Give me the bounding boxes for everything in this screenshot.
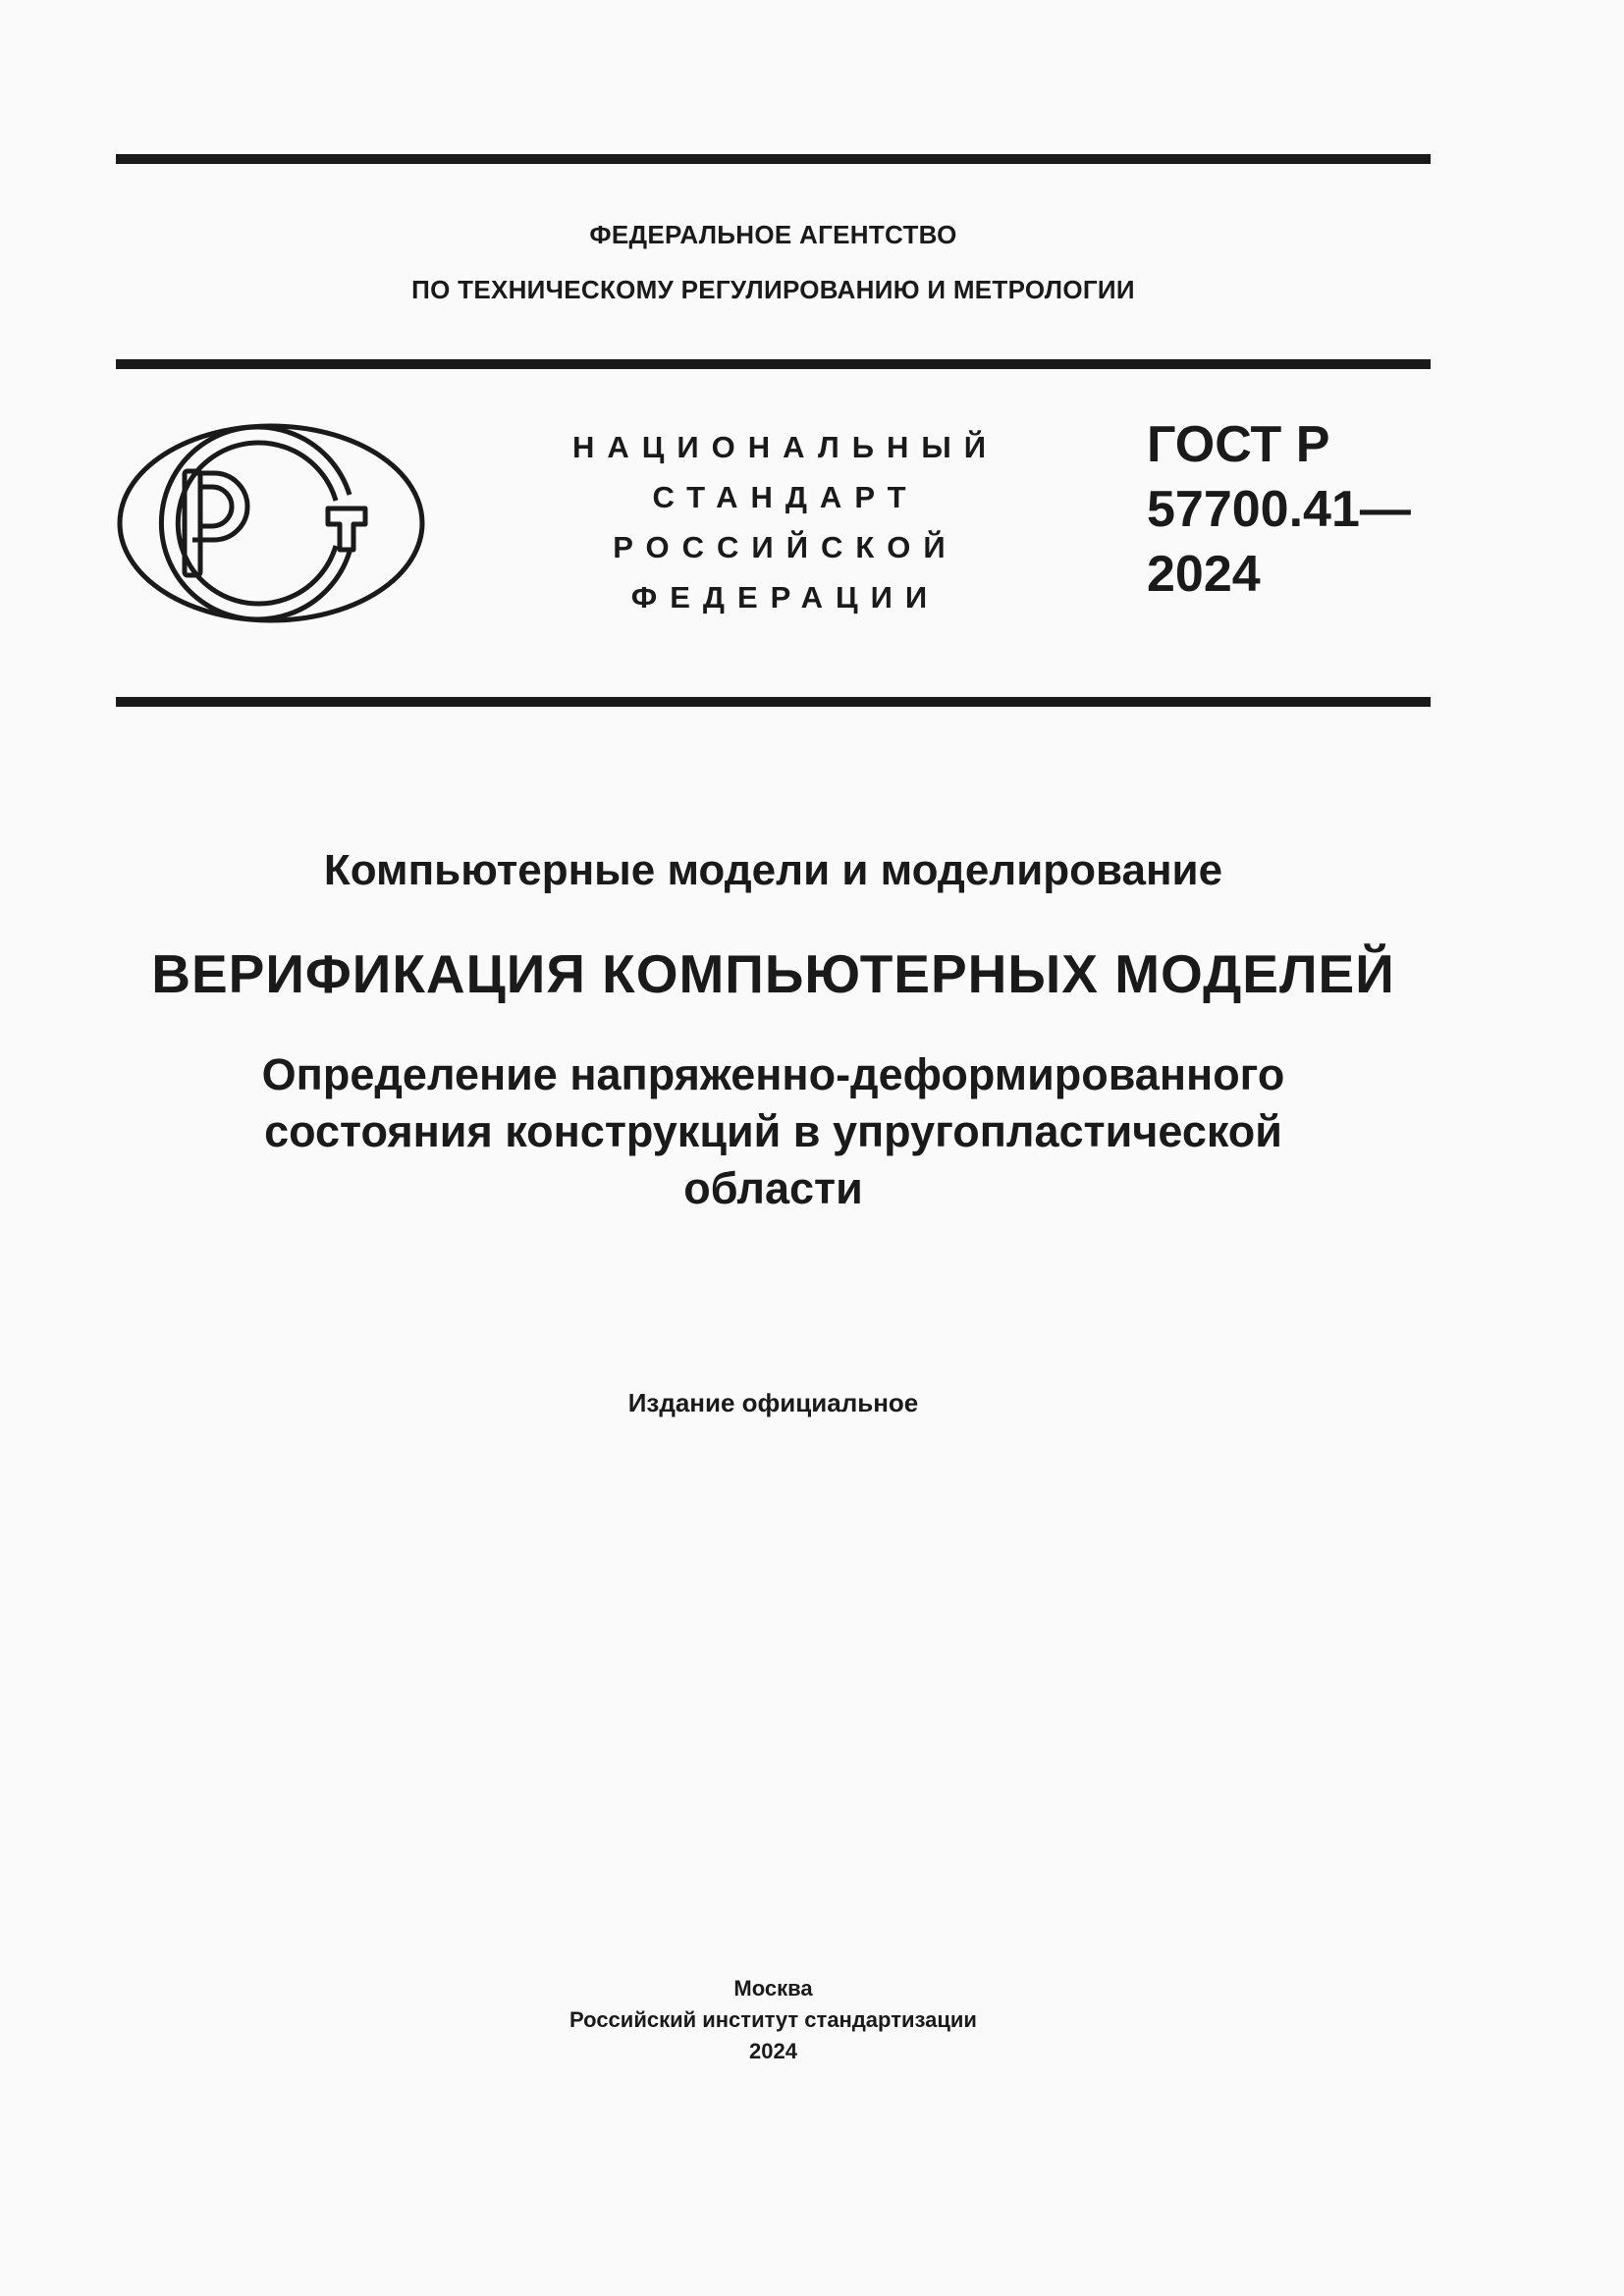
edition-note: Издание официальное bbox=[627, 1388, 919, 1417]
standard-type-line3: РОССИЙСКОЙ bbox=[613, 530, 958, 564]
rst-emblem-icon bbox=[116, 422, 426, 624]
subtitle-line2: состояния конструкций в упругопластической bbox=[264, 1106, 1282, 1156]
imprint bbox=[116, 1973, 1431, 2067]
imprint-publisher: Российский институт стандартизации bbox=[569, 2007, 977, 2032]
top-rule bbox=[116, 154, 1431, 164]
standard-type-line4: ФЕДЕРАЦИИ bbox=[630, 580, 941, 614]
standard-type bbox=[550, 422, 1021, 622]
title-rule bbox=[116, 697, 1431, 707]
agency-name-line1: ФЕДЕРАЛЬНОЕ АГЕНТСТВО bbox=[589, 220, 957, 249]
designation-line2: 57700.41— bbox=[1147, 481, 1411, 538]
standard-type-line2: СТАНДАРТ bbox=[652, 480, 919, 514]
subtitle-line1: Определение напряженно-деформированного bbox=[261, 1049, 1285, 1099]
standard-type-line1: НАЦИОНАЛЬНЫЙ bbox=[571, 430, 1000, 464]
agency-name-line2: ПО ТЕХНИЧЕСКОМУ РЕГУЛИРОВАНИЮ И МЕТРОЛОГИИ bbox=[411, 275, 1135, 304]
imprint-city: Москва bbox=[733, 1976, 813, 2001]
subtitle-line3: области bbox=[683, 1163, 863, 1213]
header-rule bbox=[116, 359, 1431, 369]
subtitle bbox=[116, 1046, 1431, 1217]
main-title: ВЕРИФИКАЦИЯ КОМПЬЮТЕРНЫХ МОДЕЛЕЙ bbox=[151, 943, 1395, 1004]
series-title: Компьютерные модели и моделирование bbox=[323, 846, 1223, 894]
standard-designation bbox=[1147, 412, 1411, 607]
imprint-year: 2024 bbox=[749, 2039, 797, 2063]
designation-line3: 2024 bbox=[1147, 546, 1261, 603]
designation-line1: ГОСТ Р bbox=[1147, 416, 1330, 473]
